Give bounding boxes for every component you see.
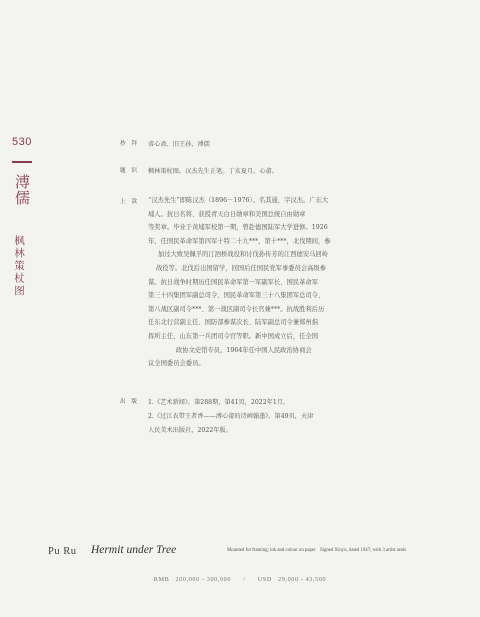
medium-description: Mounted for framing; ink and colour on paper — [227, 548, 316, 553]
bio-line: 第三十四集团军副总司令、国民革命军第三十八集团军总司令、 — [148, 292, 325, 300]
artwork-title-en: Hermit under Tree — [91, 544, 177, 556]
price-separator: / — [243, 576, 246, 583]
price-estimate — [0, 576, 480, 583]
bio-line: 加过大败吴佩孚的汀泗桥战役和讨伐孙传芳的江西德安马回岭 — [158, 251, 329, 259]
artist-name-en: Pu Ru — [48, 546, 77, 557]
recipient-biography — [148, 194, 336, 371]
literature-item: 1.《艺术新闻》，第288期，第41页，2022年1月。 — [148, 399, 290, 406]
rmb-label: RMB — [153, 576, 170, 583]
usd-label: USD — [257, 576, 272, 583]
bio-line: 年，任国民革命军第四军十特二十九***，第十***，北伐期间，参 — [148, 237, 331, 245]
bio-line: “汉杰先生”即陈汉杰（1896－1976）。名其通，字汉杰。广东大 — [148, 197, 329, 204]
literature-label: 出 版 — [120, 399, 139, 405]
usd-range: 29,000 - 43,500 — [278, 576, 327, 583]
provenance-label: 抄 拜 — [120, 141, 139, 147]
artist-name-cn: 溥儒 — [13, 174, 31, 206]
bio-line: 议全国委员会委员。 — [148, 360, 205, 368]
bio-line: 任东北行营副主任、国防部参谋次长、陆军副总司令兼郑州指 — [148, 319, 319, 327]
provenance-value: 省心斋、旧王孙、溥儒 — [148, 141, 210, 148]
bio-line: 挥所主任、山东第一兵团司令官等职。新中国成立后，任全国 — [148, 332, 319, 340]
rmb-range: 200,000 - 300,000 — [175, 576, 232, 583]
inscription-label: 题 识 — [120, 168, 139, 174]
bio-line: 战役等。北伐后出国留学，回国后任国民党军事委员会高级参 — [156, 264, 327, 272]
bio-line: 政协文史馆专员，1964年任中国人民政治协商会 — [176, 346, 312, 354]
recipient-label: 上 款 — [120, 199, 139, 205]
bio-line: 等奖章。毕业于黄埔军校第一期，曾赴德国陆军大学进修。1926 — [148, 224, 328, 232]
accent-rule — [12, 161, 32, 163]
bio-line: 谋。抗日战争时期历任国民革命军第一军副军长、国民革命军 — [148, 278, 319, 286]
inscription-value: 枫林策杖图。汉杰先生正笔。丁亥夏月。心畬。 — [148, 168, 278, 175]
literature-item: 人民美术出版社，2022年版。 — [148, 427, 232, 434]
signature-description: Signed Xinyu, dated 1947; with 3 artist seals — [320, 548, 407, 553]
bio-line: 第八战区副司令***、第一战区副司令长官兼***。抗战胜利后历 — [148, 305, 325, 313]
literature-item: 2.《过江衣带王者香——溥心畬的诗画翰墨》，第49页，天津 — [148, 413, 314, 420]
page-number: 530 — [12, 136, 32, 148]
artwork-title-cn: 枫林策杖图 — [13, 235, 25, 298]
bio-line: 埔人。抗日名将、获授青天白日勋章和美国总统自由勋章 — [148, 210, 306, 218]
